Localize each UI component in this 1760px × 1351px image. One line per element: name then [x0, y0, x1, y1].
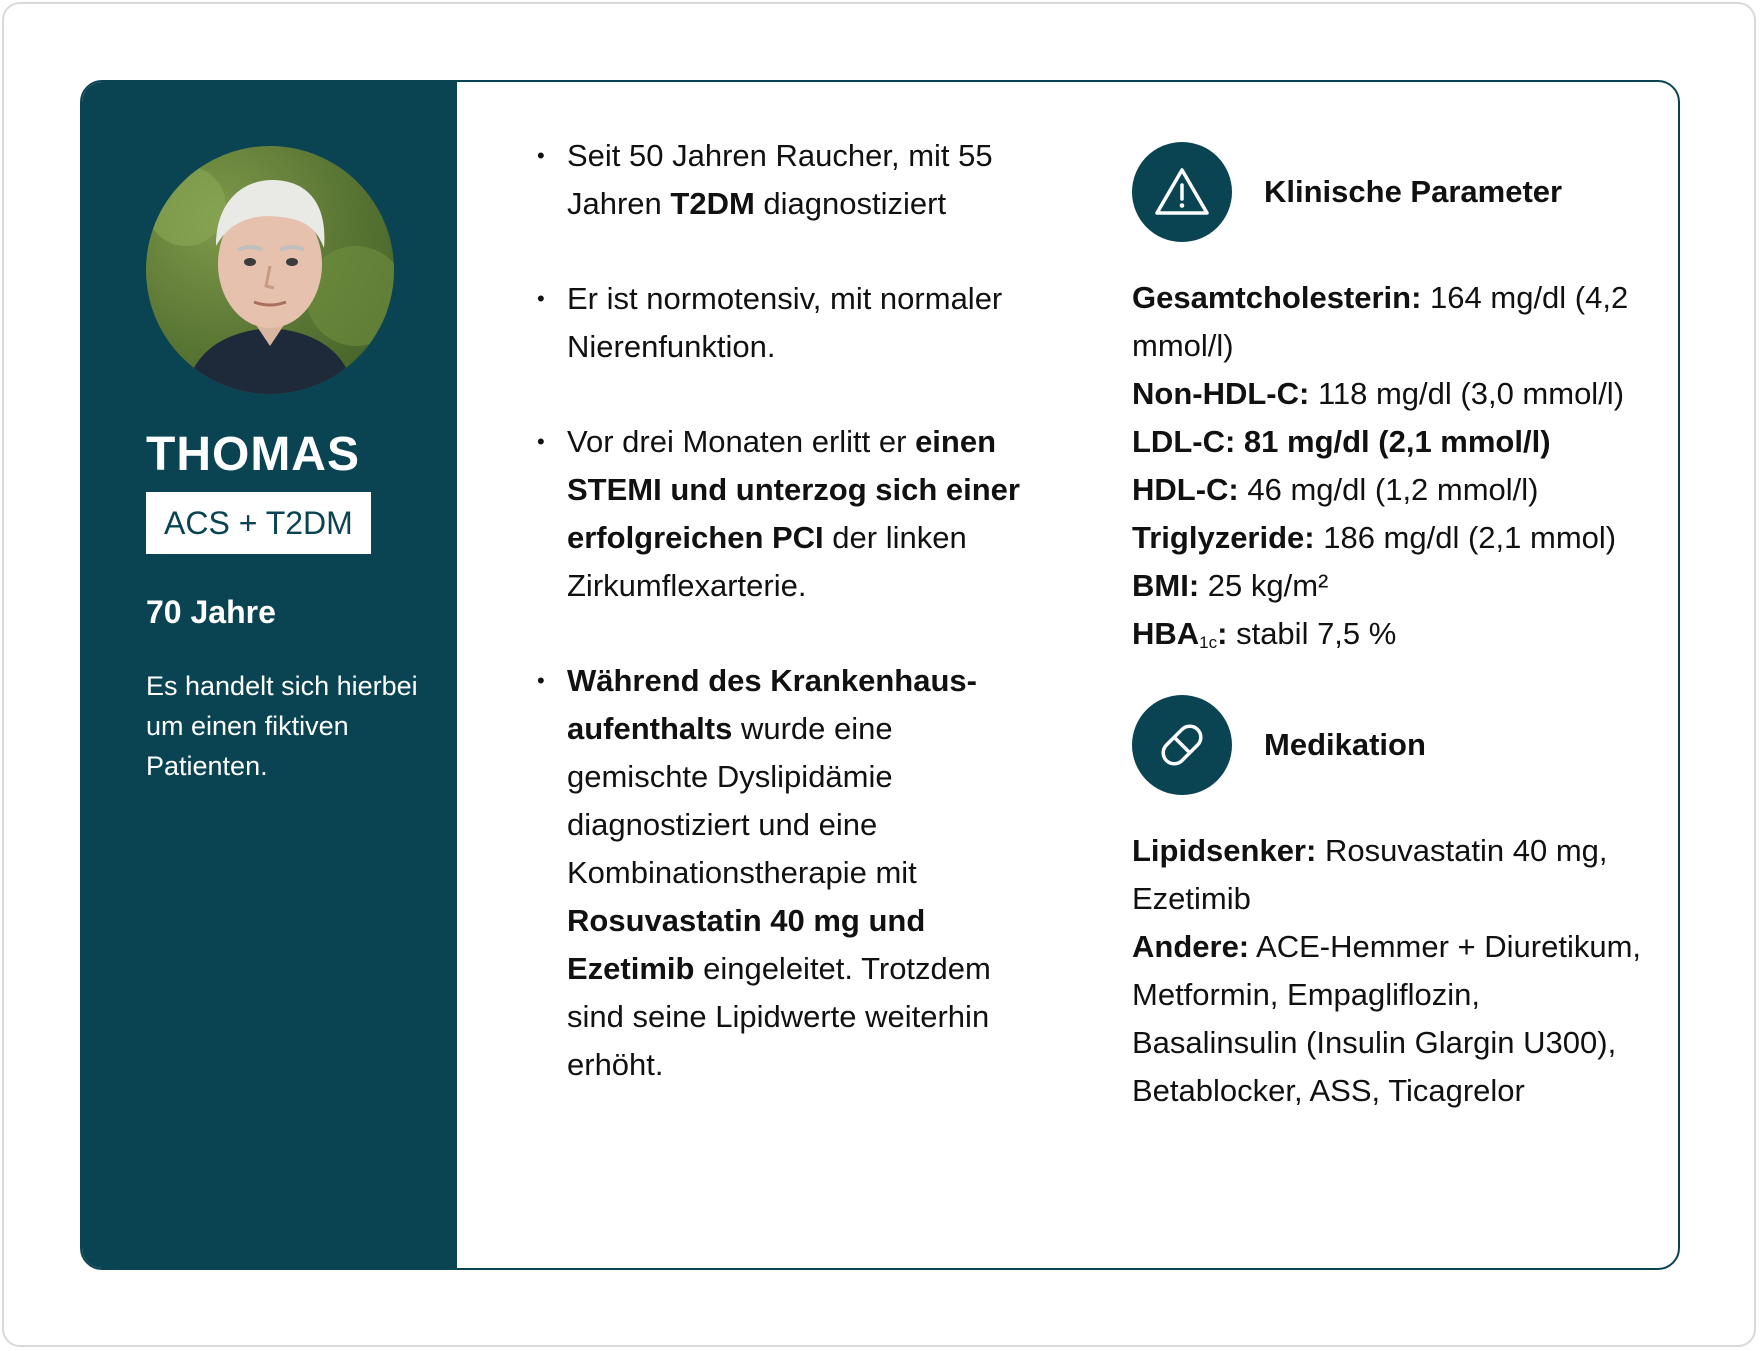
param-label: HBA	[1132, 616, 1200, 651]
patient-portrait-icon	[146, 146, 394, 394]
history-text: Vor drei Monaten erlitt er	[567, 424, 916, 459]
param-label: HDL-C:	[1132, 472, 1239, 507]
param-label: Triglyzeride:	[1132, 520, 1315, 555]
param-value: 164 mg/dl (4,2 mmol/l)	[1132, 280, 1629, 363]
history-text: der linken Zirkumflexarterie.	[567, 520, 967, 603]
clinical-header	[1132, 142, 1652, 242]
history-item	[537, 132, 1037, 228]
history-text: wurde eine gemischte Dyslipidämie diagnostiziert und eine Kombinationstherapie mit	[567, 711, 917, 890]
med-label: Andere:	[1132, 929, 1250, 964]
diagnosis-badge: ACS + T2DM	[146, 492, 371, 554]
patient-name: THOMAS	[146, 428, 360, 481]
warning-triangle-icon	[1132, 142, 1232, 242]
history-text-bold: T2DM	[670, 186, 755, 221]
patient-avatar	[146, 146, 394, 394]
medication-header	[1132, 695, 1652, 795]
patient-card	[80, 80, 1680, 1270]
history-list	[537, 132, 1037, 1136]
param-label: Gesamtcholesterin:	[1132, 280, 1422, 315]
history-item	[537, 275, 1037, 371]
param-value: 25 kg/m²	[1199, 568, 1329, 603]
history-text-bold: Während des Krankenhaus-aufenthalts	[567, 663, 977, 746]
clinical-title: Klinische Parameter	[1264, 174, 1563, 209]
med-label: Lipidsenker:	[1132, 833, 1317, 868]
param-label: LDL-C: 81 mg/dl (2,1 mmol/l)	[1132, 424, 1551, 459]
medication-other	[1132, 923, 1652, 1115]
patient-age: 70 Jahre	[146, 594, 276, 630]
param-colon: :	[1217, 616, 1228, 651]
history-text: diagnostiziert	[754, 186, 947, 221]
history-text: Er ist normotensiv, mit normaler Nierenfunktion.	[567, 281, 1003, 364]
param-label: BMI:	[1132, 568, 1200, 603]
param-ldl	[1132, 418, 1652, 466]
history-text-bold: Rosuvastatin 40 mg und Ezetimib	[567, 903, 926, 986]
history-text: Seit 50 Jahren Raucher, mit 55 Jahren	[567, 138, 993, 221]
param-hdl	[1132, 466, 1652, 514]
param-subscript: 1c	[1199, 633, 1218, 652]
patient-sidebar	[82, 82, 457, 1268]
history-text: eingeleitet. Trotzdem sind seine Lipidwerte weiterhin erhöht.	[567, 951, 991, 1082]
history-item	[537, 657, 1037, 1089]
param-total-cholesterol	[1132, 274, 1652, 370]
medication-lipid	[1132, 827, 1652, 923]
history-item	[537, 418, 1037, 610]
param-value: 46 mg/dl (1,2 mmol/l)	[1238, 472, 1539, 507]
medication-title: Medikation	[1264, 727, 1426, 762]
param-value: stabil 7,5 %	[1227, 616, 1397, 651]
pill-capsule-icon	[1132, 695, 1232, 795]
fictional-note: Es handelt sich hierbei um einen fiktiven Patienten.	[146, 671, 418, 781]
history-text-bold: einen STEMI und unterzog sich einer erfolgreichen PCI	[567, 424, 1020, 555]
param-label: Non-HDL-C:	[1132, 376, 1310, 411]
param-triglycerides	[1132, 514, 1652, 562]
param-non-hdl	[1132, 370, 1652, 418]
med-value: ACE-Hemmer + Diuretikum, Metformin, Empagliflozin, Basalinsulin (Insulin Glargin U300), Betablocker, ASS, Ticagrelor	[1132, 929, 1642, 1108]
param-bmi	[1132, 562, 1652, 610]
clinical-column	[1132, 142, 1652, 1115]
param-hba1c	[1132, 610, 1652, 667]
medication-list	[1132, 827, 1652, 1115]
param-value: 118 mg/dl (3,0 mmol/l)	[1309, 376, 1625, 411]
param-value: 186 mg/dl (2,1 mmol)	[1314, 520, 1617, 555]
clinical-params	[1132, 274, 1652, 667]
med-value: Rosuvastatin 40 mg, Ezetimib	[1132, 833, 1608, 916]
